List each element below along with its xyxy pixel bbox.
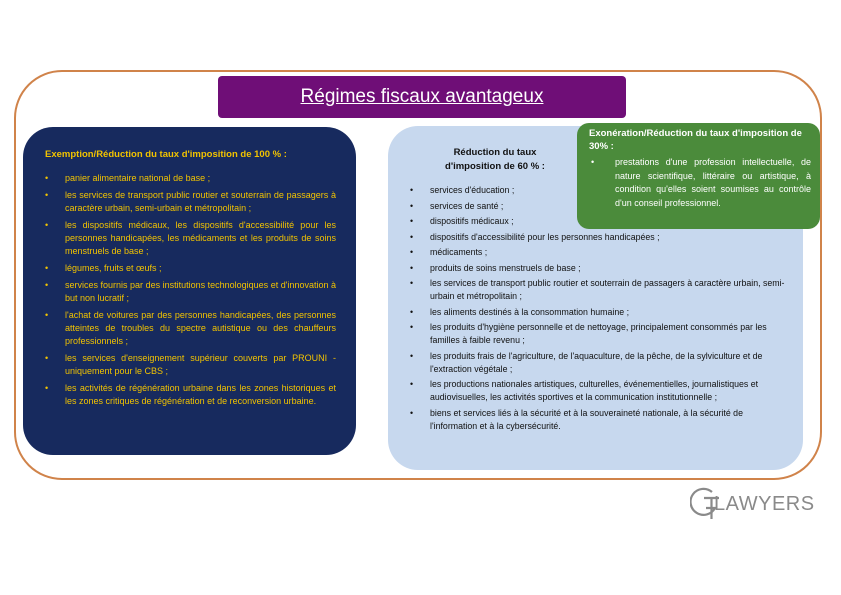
page-title: Régimes fiscaux avantageux	[300, 86, 544, 107]
list-item: • les productions nationales artistiques, culturelles, événementielles, journalistiques et audiovisuelles, les activités sportives et la communication institutionnelle ;	[408, 378, 785, 404]
list-item: • services de santé ;	[408, 200, 785, 213]
list-item: • les services de transport public routier et souterrain de passagers à caractère urbain, semi-urbain et métropolitain ;	[408, 277, 785, 303]
list-item: • les services de transport public routier et souterrain de passagers à caractère urbain, semi-urbain et métropolitain ;	[45, 189, 336, 215]
panel-exemption-100-heading: Exemption/Réduction du taux d'imposition de 100 % :	[45, 149, 287, 160]
panel-exoneration-30-list	[589, 156, 811, 210]
list-item: • biens et services liés à la sécurité et à la souveraineté nationale, à la sécurité de l'information et à la cybersécurité.	[408, 407, 785, 433]
list-item: • les services d'enseignement supérieur couverts par PROUNI - uniquement pour le CBS ;	[45, 352, 336, 378]
list-item: • dispositifs médicaux ;	[408, 215, 785, 228]
list-item: • médicaments ;	[408, 246, 785, 259]
list-item: • les activités de régénération urbaine dans les zones historiques et les zones critiques de régénération et de reconversion urbaine.	[45, 382, 336, 408]
logo-text: LAWYERS	[714, 492, 815, 515]
list-item: • services d'éducation ;	[408, 184, 785, 197]
list-item: • les produits frais de l'agriculture, de l'aquaculture, de la pêche, de la sylviculture et de l'extraction végétale ;	[408, 350, 785, 376]
list-item: • services fournis par des institutions technologiques et d'innovation à but non lucratif ;	[45, 279, 336, 305]
gt-lawyers-logo	[690, 486, 820, 522]
title-banner	[218, 76, 626, 118]
list-item: • dispositifs d'accessibilité pour les personnes handicapées ;	[408, 231, 785, 244]
list-item: • prestations d'une profession intellectuelle, de nature scientifique, littéraire ou artistique, à condition qu'elles soient soumises au contrôle d'un conseil professionnel.	[589, 156, 811, 210]
panel-exoneration-30-heading: Exonération/Réduction du taux d'imposition de 30% :	[589, 128, 802, 152]
list-item: • produits de soins menstruels de base ;	[408, 262, 785, 275]
panel-exemption-100	[23, 127, 356, 455]
list-item: • l'achat de voitures par des personnes handicapées, des personnes atteintes de troubles du spectre autistique ou des chauffeurs professionnels ;	[45, 309, 336, 348]
panel-exoneration-30	[577, 123, 820, 229]
panel-reduction-60-heading: Réduction du taux d'imposition de 60 % :	[445, 147, 545, 172]
list-item: • légumes, fruits et œufs ;	[45, 262, 336, 275]
list-item: • les dispositifs médicaux, les dispositifs d'accessibilité pour les personnes handicapées, les médicaments et les produits de soins menstruels de base ;	[45, 219, 336, 258]
panel-exemption-100-list	[45, 172, 336, 408]
list-item: • panier alimentaire national de base ;	[45, 172, 336, 185]
list-item: • les aliments destinés à la consommation humaine ;	[408, 306, 785, 319]
list-item: • les produits d'hygiène personnelle et de nettoyage, principalement consommés par les familles à faible revenu ;	[408, 321, 785, 347]
